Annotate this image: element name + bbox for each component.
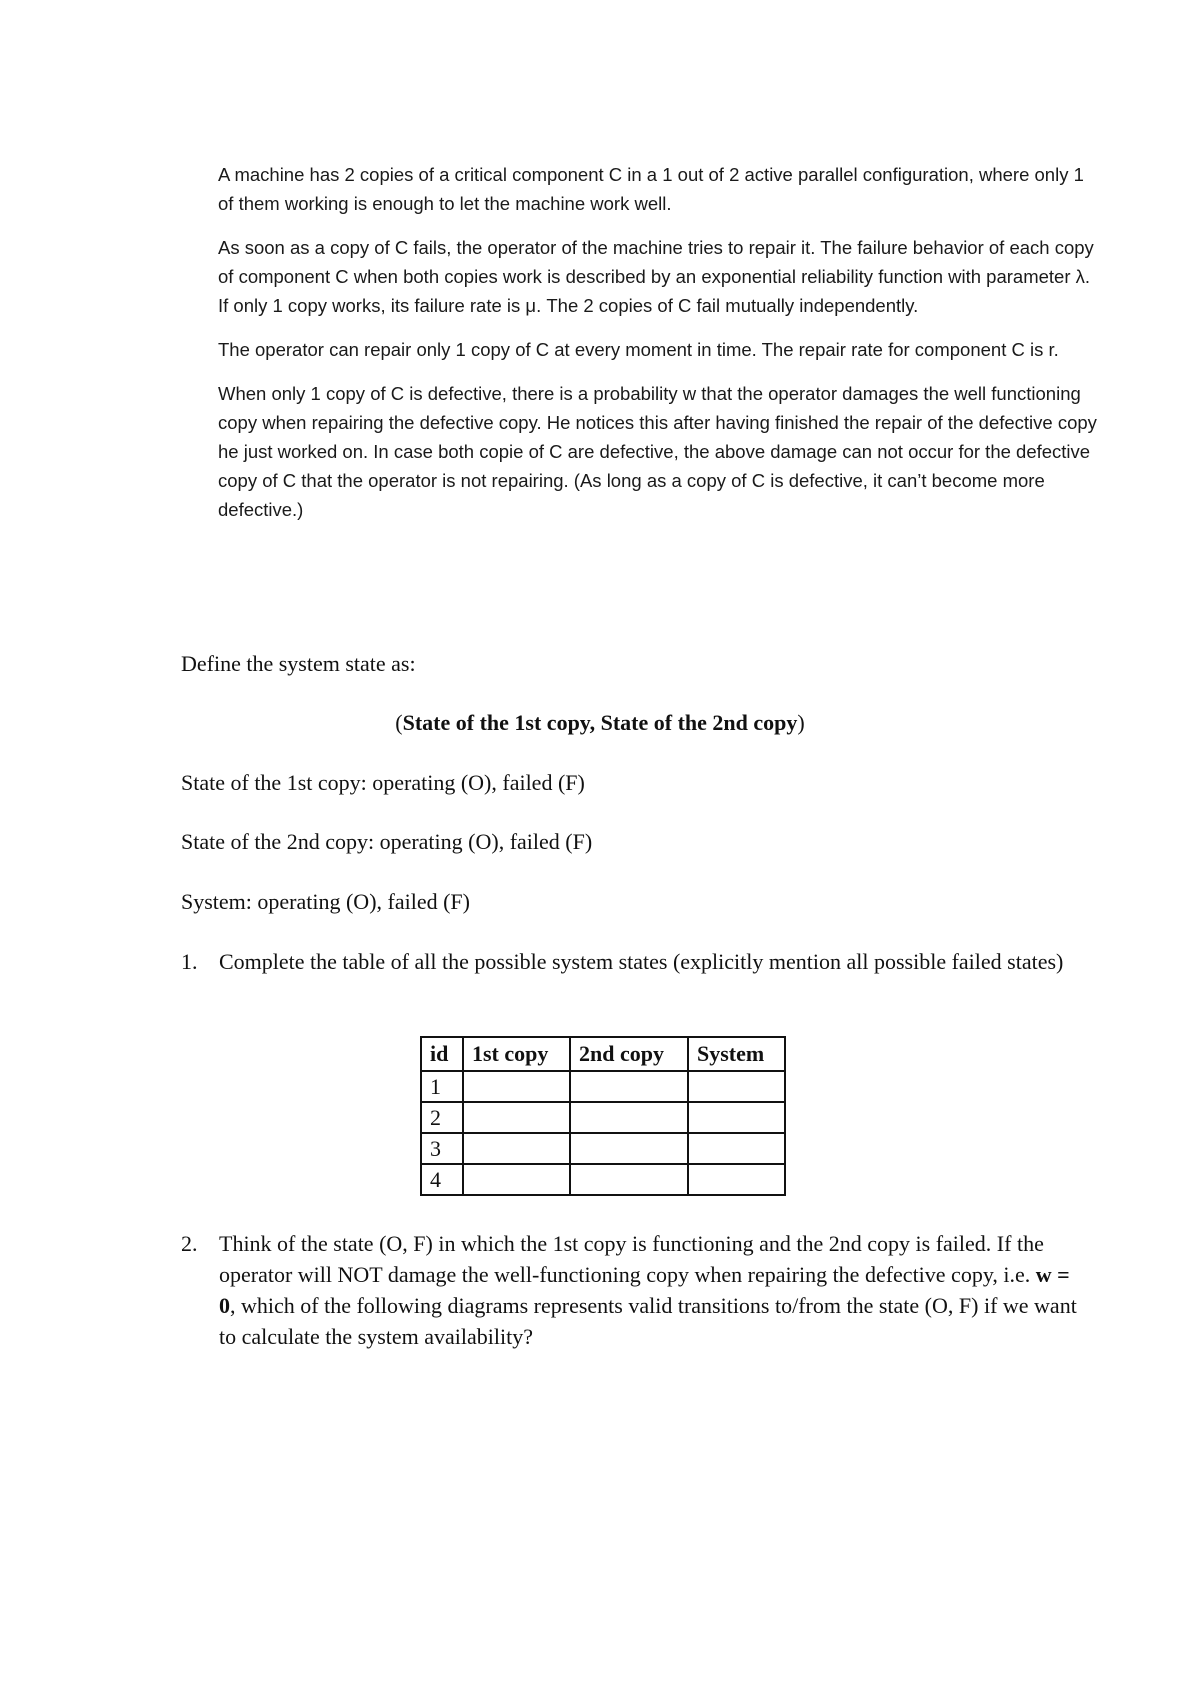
table-row (421, 1133, 785, 1164)
cell-first-copy[interactable] (463, 1102, 570, 1133)
row-id: 1 (421, 1071, 463, 1102)
problem-paragraph-repair: The operator can repair only 1 copy of C at every moment in time. The repair rate for component C is r. (218, 339, 1059, 360)
cell-first-copy[interactable] (463, 1133, 570, 1164)
question-2-text-after: , which of the following diagrams represents valid transitions to/from the state (O, F) if we want to calculate the system availability? (219, 1293, 1077, 1349)
header-first-copy: 1st copy (463, 1037, 570, 1071)
cell-system[interactable] (688, 1133, 785, 1164)
question-1-number: 1. (181, 949, 198, 974)
tuple-open-paren: ( (395, 710, 403, 735)
header-second-copy: 2nd copy (570, 1037, 688, 1071)
state-tuple (0, 707, 1200, 738)
first-copy-states: State of the 1st copy: operating (O), failed (F) (181, 770, 585, 795)
state-definition-intro: Define the system state as: (181, 651, 416, 676)
problem-paragraph-failure-behavior: As soon as a copy of C fails, the operator of the machine tries to repair it. The failure behavior of each copy of component C when both copies work is described by an exponential reliability function with parameter λ. If only 1 copy works, its failure rate is μ. The 2 copies of C fail mutually independently. (218, 237, 1094, 316)
table-row (421, 1164, 785, 1195)
question-2-body (219, 1228, 1081, 1352)
header-system: System (688, 1037, 785, 1071)
cell-second-copy[interactable] (570, 1133, 688, 1164)
cell-system[interactable] (688, 1102, 785, 1133)
cell-system[interactable] (688, 1164, 785, 1195)
table-row (421, 1071, 785, 1102)
cell-first-copy[interactable] (463, 1164, 570, 1195)
cell-second-copy[interactable] (570, 1102, 688, 1133)
cell-second-copy[interactable] (570, 1071, 688, 1102)
cell-second-copy[interactable] (570, 1164, 688, 1195)
header-id: id (421, 1037, 463, 1071)
problem-paragraph-configuration: A machine has 2 copies of a critical component C in a 1 out of 2 active parallel configuration, where only 1 of them working is enough to let the machine work well. (218, 164, 1084, 214)
question-2-math-w: w = 0 (219, 1262, 1070, 1318)
tuple-close-paren: ) (797, 710, 805, 735)
state-table-header-row (421, 1037, 785, 1071)
question-2-number: 2. (181, 1231, 198, 1256)
question-1 (181, 946, 1081, 977)
cell-system[interactable] (688, 1071, 785, 1102)
row-id: 2 (421, 1102, 463, 1133)
state-table (420, 1036, 786, 1196)
question-1-text: Complete the table of all the possible system states (explicitly mention all possible failed states) (219, 949, 1064, 974)
row-id: 3 (421, 1133, 463, 1164)
table-row (421, 1102, 785, 1133)
tuple-text: State of the 1st copy, State of the 2nd copy (402, 710, 798, 735)
cell-first-copy[interactable] (463, 1071, 570, 1102)
problem-paragraph-damage: When only 1 copy of C is defective, there is a probability w that the operator damages the well functioning copy when repairing the defective copy. He notices this after having finished the repair of the defective copy he just worked on. In case both copie of C are defective, the above damage can not occur for the defective copy of C that the operator is not repairing. (As long as a copy of C is defective, it can’t become more defective.) (218, 383, 1097, 520)
question-2 (181, 1228, 1081, 1352)
system-states: System: operating (O), failed (F) (181, 889, 470, 914)
row-id: 4 (421, 1164, 463, 1195)
second-copy-states: State of the 2nd copy: operating (O), failed (F) (181, 829, 593, 854)
problem-statement (218, 160, 1098, 539)
question-2-text-before: Think of the state (O, F) in which the 1st copy is functioning and the 2nd copy is failed. If the operator will NOT damage the well-functioning copy when repairing the defective copy, i.e. (219, 1231, 1044, 1287)
